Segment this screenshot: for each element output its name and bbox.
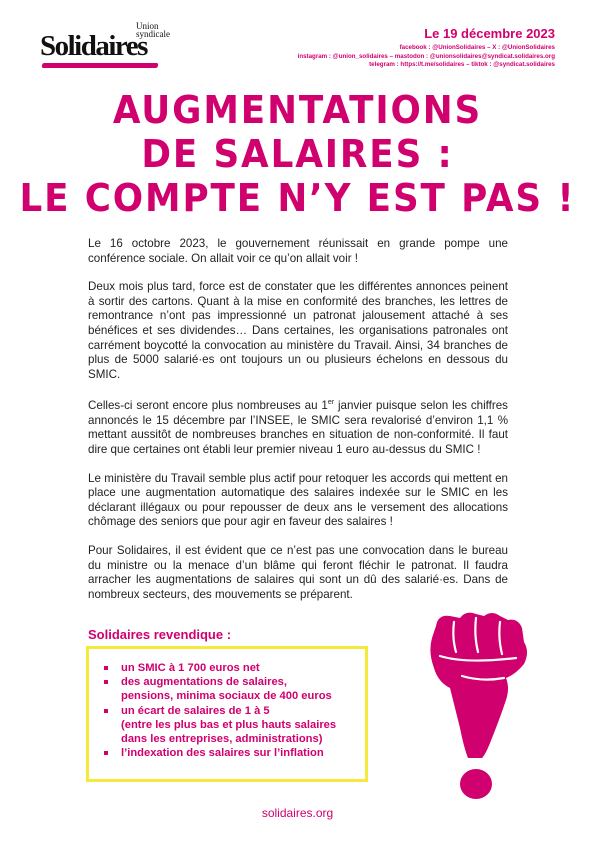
solidaires-logo xyxy=(40,22,170,70)
page-title xyxy=(0,88,595,220)
claim-item xyxy=(101,704,355,747)
paragraph-3-end: janvier puisque selon les chiffres annoncés le 15 décembre par l’INSEE, le SMIC sera revalorisé d’environ 1,1 % mettant aussitôt de nombreuses branches en situation de non-conformité. Il faut dire que certaines ont établi leur premier niveau 1 euro au-dessus du SMIC ! xyxy=(88,399,508,456)
document-date: Le 19 décembre 2023 xyxy=(424,26,555,41)
social-line-3: telegram : https://t.me/solidaires – tiktok : @syndicat.solidaires xyxy=(369,61,555,68)
paragraph-3-start: Celles-ci seront encore plus nombreuses au 1 xyxy=(88,399,328,413)
paragraph-3 xyxy=(88,396,508,457)
article-body xyxy=(88,237,508,616)
paragraph-2: Deux mois plus tard, force est de constater que les différentes annonces peinent à sortir des cartons. Quant à la mise en conformité des branches, les lettres de remontrance n’ont pas impressionné un patronat jalousement attaché à ses bénéfices et ses dividendes… Dans certaines, les organisations patronales ont carrément boycotté la convocation au ministère du Travail. Ainsi, 34 branches de plus de 5000 salarié·es ont toujours un ou plusieurs échelons en dessous du SMIC. xyxy=(88,280,508,381)
logo-brush-underline xyxy=(41,63,158,68)
claim-line: l’indexation des salaires sur l’inflation xyxy=(121,747,324,760)
claim-line: un écart de salaires de 1 à 5 xyxy=(121,704,270,717)
superscript-er: er xyxy=(327,399,335,407)
claim-line: un SMIC à 1 700 euros net xyxy=(121,662,260,674)
claim-line: pensions, minima sociaux de 400 euros xyxy=(121,690,332,703)
title-line-1: AUGMENTATIONS xyxy=(112,88,483,132)
footer-website[interactable]: solidaires.org xyxy=(261,806,334,820)
logo-wordmark: Solidaires xyxy=(40,30,147,62)
title-line-3: LE COMPTE N’Y EST PAS ! xyxy=(19,176,576,220)
paragraph-1: Le 16 octobre 2023, le gouvernement réunissait en grande pompe une conférence sociale. On allait voir ce qu’on allait voir ! xyxy=(88,237,508,265)
claims-box xyxy=(86,646,368,782)
header-info xyxy=(298,26,555,70)
claim-line: (entre les plus bas et plus hauts salaires xyxy=(121,718,337,731)
claim-item xyxy=(101,661,355,675)
logo-union-line1: Union xyxy=(136,21,159,31)
title-line-2: DE SALAIRES : xyxy=(141,132,454,176)
claims-list xyxy=(101,661,355,760)
claim-item xyxy=(101,746,355,760)
claim-item xyxy=(101,675,355,703)
logo-union-line2: syndicale xyxy=(136,29,170,39)
raised-fist-exclamation-icon xyxy=(420,608,540,808)
claim-line: des augmentations de salaires, xyxy=(121,676,288,689)
paragraph-4: Le ministère du Travail semble plus actif pour retoquer les accords qui mettent en place une augmentation automatique des salaires indexée sur le SMIC en les déclarant illégaux ou pour repousser de deux ans le versement des allocations chômage des seniors que pour agir en faveur des salaires ! xyxy=(88,471,508,529)
claim-line: dans les entreprises, administrations) xyxy=(121,733,323,746)
social-line-2: instagram : @union_solidaires – mastodon : @unionsolidaires@syndicat.solidaires.org xyxy=(297,52,555,60)
social-line-1: facebook : @UnionSolidaires – X : @UnionSolidaires xyxy=(399,44,555,51)
claims-title: Solidaires revendique : xyxy=(88,627,232,642)
paragraph-5: Pour Solidaires, il est évident que ce n’est pas une convocation dans le bureau du ministre ou la menace d’un blâme qui feront fléchir le patronat. Il faudra arracher les augmentations de salaires qui sont un dû des salarié·es. Dans de nombreux secteurs, des mouvements se préparent. xyxy=(88,543,508,601)
